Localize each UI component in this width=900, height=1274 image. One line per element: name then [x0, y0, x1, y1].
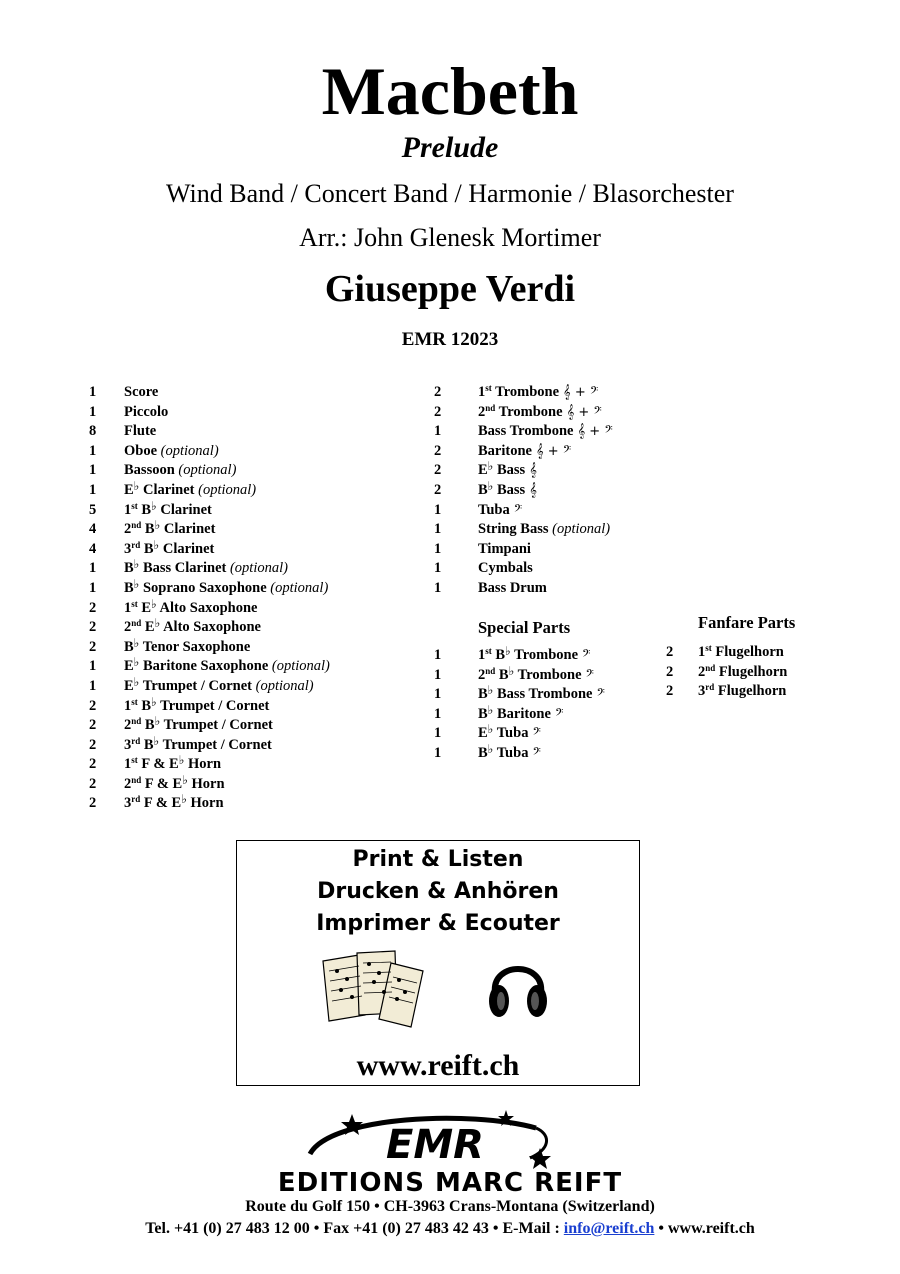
flat-sign: ♭: [133, 635, 140, 650]
special-parts-heading: Special Parts: [478, 618, 571, 637]
clef-icon: 𝄢: [513, 502, 523, 518]
clef-icon: 𝄢: [532, 726, 541, 742]
headphones-icon: [487, 949, 549, 1023]
part-name: [478, 646, 590, 666]
part-name-text: 1: [124, 697, 132, 714]
promo-line-drucken: Drucken & Anhören: [317, 879, 559, 904]
clef-icon: 𝄞: [529, 482, 537, 498]
catalog-number: EMR 12023: [401, 329, 499, 350]
special-parts-list: [434, 646, 674, 764]
part-name: [478, 383, 598, 403]
part-quantity: 2: [89, 717, 97, 734]
part-name-text: 1: [124, 501, 132, 518]
part-quantity: 1: [434, 540, 442, 557]
part-name: [478, 403, 602, 423]
ordinal-suffix: nd: [131, 618, 142, 629]
optional-note: (optional): [229, 560, 288, 577]
part-row: [89, 520, 409, 540]
flat-sign: ♭: [487, 478, 494, 493]
part-quantity: 2: [434, 462, 442, 479]
part-row: [89, 794, 409, 814]
part-row: [666, 643, 866, 663]
clef-icon: 𝄢: [554, 706, 564, 722]
sheet-music-icon: [319, 949, 429, 1029]
part-name-text: Trombone: [495, 384, 560, 400]
part-quantity: 1: [89, 481, 97, 498]
clef-icon: 𝄢: [585, 667, 594, 683]
part-name: [478, 559, 533, 579]
part-quantity: 2: [89, 638, 97, 655]
part-name: [124, 716, 273, 736]
flat-sign: ♭: [151, 596, 157, 611]
flat-sign: ♭: [133, 674, 140, 689]
flat-sign: ♭: [153, 733, 160, 748]
part-name-text: Bass Clarinet: [142, 560, 227, 577]
part-row: [89, 733, 409, 756]
promo-line-imprimer: Imprimer & Ecouter: [316, 911, 560, 936]
part-name-text: 1: [478, 384, 486, 400]
part-name-text: Bass Trombone: [478, 423, 574, 440]
part-name-text: F & E: [144, 775, 183, 792]
part-name-text: Flugelhorn: [717, 683, 787, 700]
part-name-text: Bass: [496, 462, 526, 479]
ordinal-suffix: st: [485, 646, 492, 656]
part-name: [124, 383, 158, 403]
part-name-text: 2: [478, 666, 486, 683]
clef-icon: 𝄞 + 𝄢: [566, 404, 602, 420]
ensemble-line: Wind Band / Concert Band / Harmonie / Blasorchester: [166, 179, 734, 208]
part-name-text: Tuba: [478, 501, 510, 518]
part-name-text: Trombone: [514, 647, 579, 663]
part-name-text: B: [478, 705, 488, 722]
flat-sign: ♭: [178, 753, 185, 768]
optional-note: (optional): [270, 579, 329, 596]
part-name-text: B: [143, 540, 154, 557]
flat-sign: ♭: [505, 644, 511, 658]
part-name-text: 3: [124, 540, 132, 557]
part-name-text: B: [141, 697, 152, 714]
part-row: [89, 422, 409, 442]
flat-sign: ♭: [154, 616, 161, 631]
part-name-text: B: [143, 736, 154, 753]
part-name: [124, 733, 272, 756]
part-name: [124, 755, 221, 775]
part-name-text: E: [478, 462, 488, 479]
ordinal-suffix: nd: [485, 665, 496, 676]
part-name-text: E: [124, 481, 134, 498]
ordinal-suffix: rd: [131, 539, 141, 550]
part-name-text: Bass: [496, 481, 526, 498]
parts-list-column-1: [89, 383, 409, 814]
part-row: [434, 579, 674, 599]
part-row: [434, 724, 674, 744]
part-name-text: 2: [124, 775, 132, 792]
ordinal-suffix: rd: [705, 682, 715, 693]
part-name: [124, 442, 219, 462]
part-name: [478, 579, 547, 599]
part-name-text: Oboe: [124, 442, 158, 459]
contact-phone-fax: Tel. +41 (0) 27 483 12 00 • Fax +41 (0) 27 483 42 43 • E-Mail :: [145, 1220, 564, 1237]
part-row: [434, 663, 674, 686]
part-name-text: Trumpet / Cornet: [162, 736, 272, 753]
clef-icon: 𝄢: [532, 745, 541, 761]
part-name: [124, 559, 288, 579]
part-row: [89, 674, 409, 697]
part-name-text: B: [124, 638, 134, 655]
part-quantity: 1: [434, 666, 442, 683]
subtitle: Prelude: [401, 131, 499, 164]
part-name: [124, 422, 156, 442]
part-name-text: String Bass: [478, 521, 549, 538]
part-row: [89, 596, 409, 619]
part-name: [478, 685, 605, 705]
part-row: [89, 403, 409, 423]
part-quantity: 1: [434, 579, 442, 596]
part-name-text: Trombone: [498, 403, 563, 420]
part-name-text: B: [124, 579, 134, 596]
part-name-text: Tuba: [496, 744, 529, 761]
ordinal-suffix: st: [131, 696, 138, 707]
publisher-contact: [0, 1220, 900, 1238]
part-name-text: 3: [698, 683, 706, 700]
flat-sign: ♭: [154, 714, 161, 729]
part-quantity: 1: [434, 521, 442, 538]
part-quantity: 1: [89, 658, 97, 675]
part-row: [89, 576, 409, 599]
part-row: [434, 520, 674, 540]
part-name-text: E: [478, 725, 488, 742]
fanfare-parts-heading: Fanfare Parts: [698, 613, 796, 632]
part-name-text: Clarinet: [163, 521, 216, 538]
part-quantity: 4: [89, 540, 97, 557]
part-quantity: 1: [89, 384, 97, 400]
optional-note: (optional): [178, 462, 237, 479]
part-quantity: 1: [434, 560, 442, 577]
part-name-text: 1: [478, 647, 486, 663]
fanfare-parts-list: [666, 643, 866, 702]
part-name-text: Alto Saxophone: [159, 599, 258, 616]
part-name: [478, 520, 610, 540]
part-name: [478, 663, 594, 686]
part-name-text: Soprano Saxophone: [142, 579, 267, 596]
part-name-text: B: [478, 686, 488, 703]
part-name: [478, 478, 537, 501]
clef-icon: 𝄢: [596, 687, 605, 703]
part-row: [434, 422, 674, 442]
composer-name: Giuseppe Verdi: [324, 268, 576, 310]
part-quantity: 1: [434, 501, 442, 518]
part-quantity: 1: [89, 579, 97, 596]
part-name: [478, 741, 541, 764]
part-name: [698, 643, 784, 663]
part-name-text: Tuba: [496, 725, 529, 742]
part-name: [124, 618, 261, 638]
part-row: [89, 498, 409, 521]
part-quantity: 1: [434, 744, 442, 761]
optional-note: (optional): [160, 442, 219, 459]
flat-sign: ♭: [154, 518, 161, 533]
emr-logo: [300, 1108, 570, 1170]
part-name-text: 1: [124, 599, 132, 616]
part-row: [434, 559, 674, 579]
flat-sign: ♭: [133, 557, 140, 572]
flat-sign: ♭: [487, 741, 494, 756]
ordinal-suffix: st: [131, 755, 138, 766]
part-name-text: Baritone Saxophone: [142, 658, 269, 675]
part-name-text: B: [478, 744, 488, 761]
part-name-text: 2: [124, 619, 132, 636]
ordinal-suffix: st: [705, 643, 712, 653]
part-name-text: Alto Saxophone: [163, 619, 261, 636]
page-title: Macbeth: [321, 53, 579, 129]
part-row: [434, 403, 674, 423]
part-quantity: 2: [89, 736, 97, 753]
ordinal-suffix: st: [131, 500, 138, 511]
part-quantity: 1: [89, 442, 97, 459]
flat-sign: ♭: [153, 537, 160, 552]
part-row: [434, 461, 674, 481]
part-name: [124, 596, 258, 619]
clef-icon: 𝄢: [582, 648, 591, 663]
part-name: [124, 498, 212, 521]
part-name-text: Flugelhorn: [718, 663, 788, 680]
part-name-text: 2: [124, 521, 132, 538]
flat-sign: ♭: [508, 663, 515, 678]
part-name-text: F & E: [143, 795, 182, 812]
part-name: [124, 403, 168, 423]
part-name-text: Trumpet / Cornet: [163, 717, 273, 734]
part-name-text: Bass Trombone: [496, 686, 593, 703]
part-name: [124, 657, 330, 677]
ordinal-suffix: nd: [131, 716, 142, 727]
part-quantity: 2: [89, 599, 97, 616]
part-row: [434, 741, 674, 764]
part-name: [124, 478, 257, 501]
part-row: [89, 478, 409, 501]
part-row: [666, 663, 866, 683]
part-name-text: 1: [124, 756, 132, 773]
part-quantity: 2: [434, 442, 442, 459]
part-name: [478, 501, 522, 521]
part-name-text: Clarinet: [142, 481, 195, 498]
part-name-text: E: [141, 599, 152, 616]
clef-icon: 𝄞: [529, 463, 537, 479]
part-name-text: Clarinet: [162, 540, 215, 557]
part-name-text: B: [124, 560, 134, 577]
promo-line-print-listen: Print & Listen: [352, 847, 524, 872]
part-quantity: 2: [434, 481, 442, 498]
part-name-text: B: [498, 666, 509, 683]
optional-note: (optional): [255, 677, 314, 694]
ordinal-suffix: nd: [485, 402, 496, 413]
flat-sign: ♭: [487, 702, 494, 717]
part-name-text: Bassoon: [124, 462, 175, 479]
part-quantity: 1: [89, 403, 97, 420]
flat-sign: ♭: [487, 683, 494, 698]
part-quantity: 2: [434, 384, 442, 400]
part-row: [434, 383, 674, 403]
part-name-text: Piccolo: [124, 403, 169, 420]
part-quantity: 2: [434, 403, 442, 420]
ordinal-suffix: st: [131, 598, 138, 609]
part-quantity: 2: [89, 795, 97, 812]
part-name-text: Timpani: [478, 540, 531, 557]
ordinal-suffix: st: [485, 383, 492, 393]
flat-sign: ♭: [151, 498, 157, 513]
part-name-text: Trombone: [517, 666, 582, 683]
part-row: [434, 501, 674, 521]
part-quantity: 2: [89, 619, 97, 636]
ordinal-suffix: nd: [705, 662, 716, 673]
flat-sign: ♭: [151, 694, 157, 709]
part-row: [434, 646, 674, 666]
part-name-text: Score: [124, 384, 159, 400]
part-name: [124, 772, 225, 795]
part-quantity: 1: [434, 647, 442, 663]
part-row: [89, 442, 409, 462]
promo-website[interactable]: www.reift.ch: [356, 1049, 520, 1082]
ordinal-suffix: rd: [131, 735, 141, 746]
part-row: [666, 682, 866, 702]
part-quantity: 1: [89, 462, 97, 479]
clef-icon: 𝄞 + 𝄢: [577, 424, 613, 440]
part-quantity: 2: [666, 683, 674, 700]
part-name-text: F & E: [141, 756, 179, 773]
part-name-text: B: [144, 521, 155, 538]
part-name: [124, 635, 251, 658]
part-quantity: 2: [666, 644, 674, 660]
part-quantity: 8: [89, 423, 97, 440]
part-name-text: 3: [124, 795, 132, 812]
part-name-text: 1: [698, 644, 706, 660]
part-name-text: E: [124, 677, 134, 694]
optional-note: (optional): [198, 481, 257, 498]
part-quantity: 2: [666, 663, 674, 680]
optional-note: (optional): [552, 521, 611, 538]
arranger-line: Arr.: John Glenesk Mortimer: [299, 223, 601, 252]
part-name-text: Baritone: [496, 705, 551, 722]
part-row: [89, 772, 409, 795]
flat-sign: ♭: [487, 722, 494, 737]
part-quantity: 2: [89, 756, 97, 773]
part-name-text: Bass Drum: [478, 579, 547, 596]
part-quantity: 2: [89, 775, 97, 792]
part-name: [698, 682, 786, 702]
optional-note: (optional): [271, 658, 330, 675]
flat-sign: ♭: [133, 655, 140, 670]
part-name-text: B: [478, 481, 488, 498]
part-name-text: Trumpet / Cornet: [142, 677, 252, 694]
part-quantity: 1: [434, 725, 442, 742]
ordinal-suffix: nd: [131, 520, 142, 531]
part-name-text: Cymbals: [478, 560, 533, 577]
part-name-text: Trumpet / Cornet: [160, 697, 270, 714]
part-name-text: 2: [478, 403, 486, 420]
part-row: [89, 694, 409, 717]
part-name: [124, 520, 215, 540]
flat-sign: ♭: [133, 478, 140, 493]
part-row: [434, 540, 674, 560]
part-name-text: B: [495, 647, 506, 663]
part-name-text: Flugelhorn: [715, 644, 784, 660]
part-name-text: Clarinet: [160, 501, 212, 518]
part-name: [698, 663, 787, 683]
part-name-text: E: [144, 619, 155, 636]
part-quantity: 4: [89, 521, 97, 538]
part-row: [434, 442, 674, 462]
emr-logo-text: EMR: [386, 1122, 484, 1168]
flat-sign: ♭: [182, 772, 188, 787]
part-name: [124, 461, 236, 481]
part-name: [478, 422, 613, 442]
part-quantity: 1: [434, 423, 442, 440]
part-name-text: 2: [698, 663, 706, 680]
part-name-text: Horn: [188, 756, 222, 773]
part-row: [89, 755, 409, 775]
publisher-address: Route du Golf 150 • CH-3963 Crans-Montana (Switzerland): [245, 1198, 655, 1215]
part-name: [124, 694, 270, 717]
part-row: [89, 383, 409, 403]
flat-sign: ♭: [181, 792, 187, 807]
ordinal-suffix: nd: [131, 774, 142, 785]
part-name-text: B: [144, 717, 155, 734]
part-name-text: 2: [124, 717, 132, 734]
part-quantity: 1: [89, 560, 97, 577]
contact-website[interactable]: • www.reift.ch: [654, 1220, 755, 1237]
part-row: [434, 685, 674, 705]
part-quantity: 1: [434, 705, 442, 722]
clef-icon: 𝄞 + 𝄢: [563, 385, 599, 400]
part-name-text: Baritone: [478, 442, 532, 459]
ordinal-suffix: rd: [131, 794, 141, 805]
part-quantity: 1: [89, 677, 97, 694]
part-row: [434, 478, 674, 501]
flat-sign: ♭: [487, 459, 494, 474]
part-row: [89, 716, 409, 736]
flat-sign: ♭: [133, 576, 140, 591]
part-quantity: 1: [434, 686, 442, 703]
part-name-text: Tenor Saxophone: [142, 638, 251, 655]
part-name: [478, 540, 531, 560]
part-name-text: 3: [124, 736, 132, 753]
part-name-text: Horn: [190, 795, 224, 812]
part-name-text: E: [124, 658, 134, 675]
clef-icon: 𝄞 + 𝄢: [535, 443, 572, 459]
part-row: [434, 702, 674, 725]
parts-list-column-2: [434, 383, 674, 599]
email-link[interactable]: info@reift.ch: [563, 1220, 655, 1237]
part-name-text: Flute: [124, 423, 157, 440]
part-name-text: B: [141, 501, 152, 518]
part-name: [124, 794, 224, 814]
part-quantity: 5: [89, 501, 97, 518]
part-quantity: 2: [89, 697, 97, 714]
part-name-text: Horn: [191, 775, 225, 792]
print-listen-box: [236, 840, 640, 1086]
publisher-name: EDITIONS MARC REIFT: [277, 1168, 623, 1198]
